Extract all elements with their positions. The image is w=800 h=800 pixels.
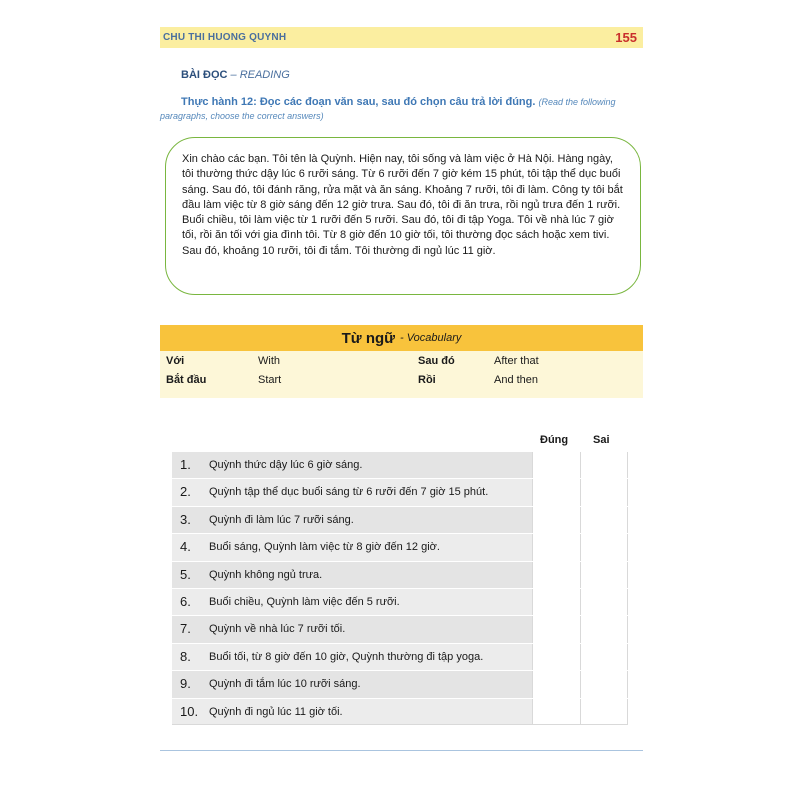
true-answer-cell[interactable] <box>532 452 580 478</box>
vocab-en: With <box>258 355 280 367</box>
question-number: 7. <box>180 621 191 637</box>
table-row <box>172 561 628 588</box>
question-text: Quỳnh không ngủ trưa. <box>209 568 323 581</box>
false-answer-cell[interactable] <box>580 699 628 724</box>
false-answer-cell[interactable] <box>580 507 628 533</box>
true-answer-cell[interactable] <box>532 562 580 588</box>
vocabulary-header <box>160 325 643 351</box>
false-answer-cell[interactable] <box>580 589 628 615</box>
question-number: 1. <box>180 457 191 472</box>
question-number: 4. <box>180 539 191 555</box>
vocab-en: And then <box>494 374 539 386</box>
table-row <box>172 698 628 725</box>
question-text: Buổi sáng, Quỳnh làm việc từ 8 giờ đến 12 giờ. <box>209 541 440 554</box>
question-text: Buổi tối, từ 8 giờ đến 10 giờ, Quỳnh thường đi tập yoga. <box>209 650 484 663</box>
question-text: Quỳnh đi ngủ lúc 11 giờ tối. <box>209 705 343 718</box>
vocab-vi: Rồi <box>418 374 436 386</box>
true-answer-cell[interactable] <box>532 507 580 533</box>
vocab-vi: Bắt đầu <box>166 374 207 386</box>
true-answer-cell[interactable] <box>532 479 580 505</box>
vocabulary-row <box>160 371 643 390</box>
false-answer-cell[interactable] <box>580 452 628 478</box>
true-answer-cell[interactable] <box>532 616 580 642</box>
vocab-vi: Với <box>166 355 185 367</box>
false-column-header: Sai <box>593 434 610 446</box>
true-answer-cell[interactable] <box>532 699 580 724</box>
vocabulary-title: Từ ngữ <box>341 329 396 347</box>
table-row <box>172 506 628 533</box>
question-text: Quỳnh thức dậy lúc 6 giờ sáng. <box>209 459 363 471</box>
footer-divider <box>160 750 643 751</box>
question-number: 6. <box>180 593 191 609</box>
question-number: 2. <box>180 484 191 500</box>
page-header <box>160 27 643 48</box>
question-text: Quỳnh đi tắm lúc 10 rưỡi sáng. <box>209 678 361 691</box>
true-answer-cell[interactable] <box>532 644 580 670</box>
section-title-vi: BÀI ĐỌC <box>181 69 228 81</box>
vocab-en: After that <box>494 355 539 367</box>
vocabulary-row <box>160 352 643 371</box>
question-text: Buổi chiều, Quỳnh làm việc đến 5 rưỡi. <box>209 595 400 608</box>
section-title-sep: – <box>227 69 240 81</box>
table-row <box>172 615 628 642</box>
vocabulary-subtitle: - Vocabulary <box>400 332 462 344</box>
false-answer-cell[interactable] <box>580 671 628 697</box>
question-text: Quỳnh tập thể dục buổi sáng từ 6 rưỡi đến 7 giờ 15 phút. <box>209 486 489 499</box>
table-row <box>172 643 628 670</box>
exercise-instructions <box>160 95 650 123</box>
false-answer-cell[interactable] <box>580 562 628 588</box>
page-number: 155 <box>615 30 637 45</box>
question-number: 9. <box>180 676 191 692</box>
reading-passage: Xin chào các bạn. Tôi tên là Quỳnh. Hiện nay, tôi sống và làm việc ở Hà Nội. Hàng ngày, tôi thường thức dậy lúc 6 rưỡi sáng. Từ 6 rưỡi đến 7 giờ kém 15 phút, tôi tập thể dục buổi sáng. Sau đó, tôi đánh răng, rửa mặt và ăn sáng. Khoảng 7 rưỡi, tôi đi làm. Công ty tôi bắt đầu làm việc từ 8 giờ sáng đến 12 giờ trưa. Sau đó, tôi đi ăn trưa, rồi ngủ trưa đến 1 rưỡi. Buổi chiều, tôi làm việc từ 1 rưỡi đến 5 rưỡi. Sau đó, tôi đi tập Yoga. Tôi về nhà lúc 7 giờ tối, rồi ăn tối với gia đình tôi. Từ 8 giờ đến 10 giờ tối, tôi thường đọc sách hoặc xem tivi. Sau đó, khoảng 10 rưỡi, tôi đi tắm. Tôi thường đi ngủ lúc 11 giờ. <box>165 137 641 295</box>
vocab-en: Start <box>258 374 282 386</box>
true-answer-cell[interactable] <box>532 589 580 615</box>
false-answer-cell[interactable] <box>580 616 628 642</box>
table-row <box>172 670 628 697</box>
vocabulary-table <box>160 351 643 398</box>
section-title-en: READING <box>239 69 290 81</box>
question-number: 10. <box>180 703 199 719</box>
question-text: Quỳnh đi làm lúc 7 rưỡi sáng. <box>209 513 354 526</box>
true-answer-cell[interactable] <box>532 671 580 697</box>
true-false-table <box>172 451 628 725</box>
true-answer-cell[interactable] <box>532 534 580 560</box>
false-answer-cell[interactable] <box>580 479 628 505</box>
question-number: 3. <box>180 511 191 527</box>
table-row <box>172 588 628 615</box>
exercise-title: Thực hành 12: Đọc các đoạn văn sau, sau đó chọn câu trả lời đúng. <box>181 96 536 108</box>
question-number: 8. <box>180 648 191 664</box>
section-title <box>181 69 290 81</box>
vocab-vi: Sau đó <box>418 355 455 367</box>
false-answer-cell[interactable] <box>580 644 628 670</box>
header-author: CHU THI HUONG QUYNH <box>163 32 287 43</box>
false-answer-cell[interactable] <box>580 534 628 560</box>
question-text: Quỳnh về nhà lúc 7 rưỡi tối. <box>209 623 346 636</box>
table-row <box>172 451 628 478</box>
true-column-header: Đúng <box>540 434 569 446</box>
exercise-note: (Read the following paragraphs, choose the correct answers) <box>160 97 616 121</box>
question-number: 5. <box>180 566 191 582</box>
table-row <box>172 533 628 560</box>
table-row <box>172 478 628 505</box>
